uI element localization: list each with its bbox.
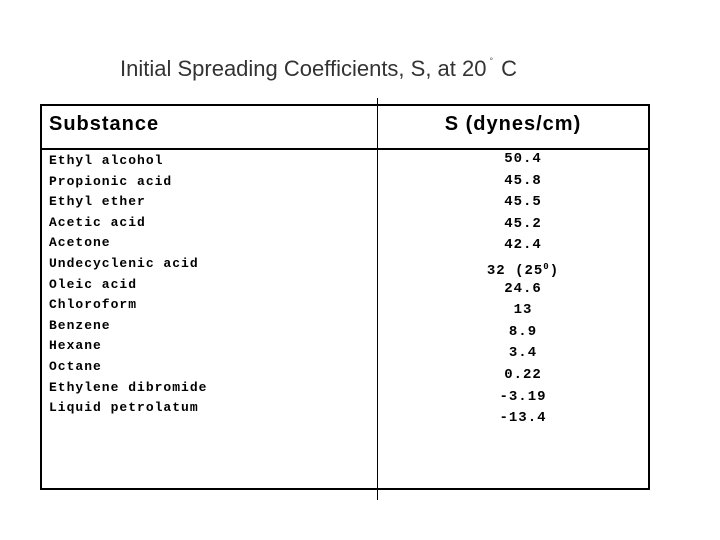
s-value-cell: 13 xyxy=(513,302,533,319)
column-header-s: S (dynes/cm) xyxy=(444,113,582,135)
s-value-cell: 8.9 xyxy=(508,323,538,340)
substance-cell: Ethyl alcohol xyxy=(49,153,164,168)
substance-cell: Oleic acid xyxy=(49,276,138,292)
s-value-cell: -13.4 xyxy=(499,410,547,427)
s-value-cell: 50.4 xyxy=(504,151,542,167)
substance-cell: Ethylene dibromide xyxy=(49,379,208,395)
substance-cell: Undecyclenic acid xyxy=(49,255,199,271)
substance-cell: Acetic acid xyxy=(49,214,146,230)
substance-cell: Ethyl ether xyxy=(49,194,146,210)
table-border-bottom xyxy=(40,488,650,490)
title-degree-symbol: ° xyxy=(489,56,494,66)
substance-cell: Benzene xyxy=(49,317,111,333)
s-value-cell: 3.4 xyxy=(508,345,538,362)
substance-column xyxy=(49,151,207,419)
table-border-top xyxy=(41,104,650,106)
s-value-cell: 24.6 xyxy=(504,280,542,297)
substance-cell: Propionic acid xyxy=(49,173,173,189)
s-value-cell: 45.5 xyxy=(504,194,542,211)
s-value-column xyxy=(378,149,668,430)
column-header-substance: Substance xyxy=(49,113,160,135)
title-main: Initial Spreading Coefficients, S, at 20 xyxy=(120,56,487,81)
s-value-cell: 45.2 xyxy=(504,215,542,232)
s-value-suffix: ) xyxy=(549,262,560,279)
slide-title xyxy=(120,56,517,82)
s-value-cell: 42.4 xyxy=(504,237,542,254)
s-value-cell: -3.19 xyxy=(499,388,547,405)
s-value-cell: 45.8 xyxy=(504,172,542,189)
substance-cell: Liquid petrolatum xyxy=(49,400,199,416)
s-value-superscript: 0 xyxy=(543,261,550,272)
substance-cell: Hexane xyxy=(49,338,102,354)
substance-cell: Acetone xyxy=(49,235,111,251)
s-value-cell: 0.22 xyxy=(504,366,542,383)
substance-cell: Octane xyxy=(49,358,102,374)
table-border-left xyxy=(40,104,42,490)
title-unit: C xyxy=(501,56,517,81)
s-value-cell xyxy=(378,257,668,279)
s-value-text: 32 (25 xyxy=(486,262,544,279)
substance-cell: Chloroform xyxy=(49,297,138,313)
